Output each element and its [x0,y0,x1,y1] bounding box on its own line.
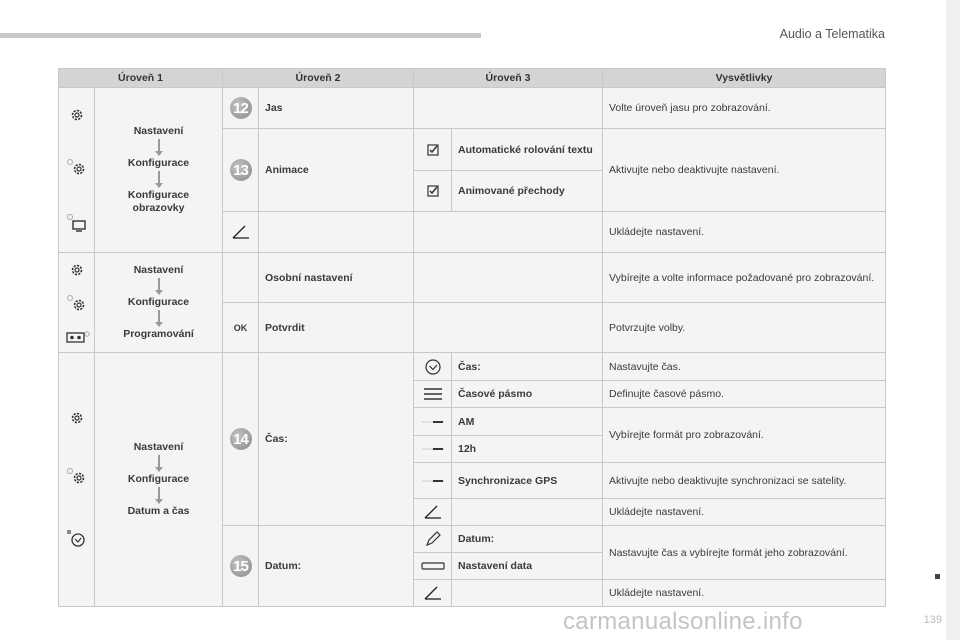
group3-icons [59,353,95,607]
group2-icons [59,253,95,353]
display-config-icon [66,213,88,233]
menu-step: Nastavení [133,264,184,276]
menu-step: Datum a čas [127,505,190,517]
header-level2: Úroveň 2 [223,69,414,88]
level3-label: Animované přechody [452,171,603,212]
level2-label: Čas: [259,353,414,526]
description: Volte úroveň jasu pro zobrazování. [603,88,886,129]
gear-submenu-icon [66,467,88,487]
table-row [59,353,886,381]
gear-icon [69,107,85,123]
description: Aktivujte nebo deaktivujte synchronizaci se satelity. [603,463,886,499]
menu-step: Nastavení [133,441,184,453]
level2-label: Animace [259,129,414,212]
level2-label: Osobní nastavení [259,253,414,303]
ok-icon: OK [233,322,248,333]
description: Vybírejte formát pro zobrazování. [603,408,886,463]
description: Ukládejte nastavení. [603,212,886,253]
menu-step: Nastavení [133,125,184,137]
level2-label: Datum: [259,526,414,607]
menu-step: Programování [123,328,194,340]
description: Definujte časové pásmo. [603,381,886,408]
pencil-icon [424,530,442,548]
level3-label: Datum: [452,526,603,553]
group1-icons [59,88,95,253]
empty-cell [414,88,603,129]
menu-step: Konfigurace [127,157,190,169]
arrow-down-icon [158,139,160,151]
icon-cell [414,526,452,553]
watermark: carmanualsonline.info [563,608,803,635]
level3-label: Čas: [452,353,603,381]
empty-cell [452,499,603,526]
top-decor-bar [0,33,481,38]
menu-step: Konfigurace obrazovky [127,189,190,214]
icon-cell [414,353,452,381]
right-edge-strip [946,0,960,640]
level3-label: Automatické rolování textu [452,129,603,171]
icon-cell [414,408,452,436]
icon-cell [223,303,259,353]
icon-cell [414,463,452,499]
clock-config-icon [66,529,88,549]
gear-icon [69,262,85,278]
clock-icon [424,358,442,376]
badge-cell [223,526,259,607]
level3-label: Synchronizace GPS [452,463,603,499]
description: Nastavujte čas a vybírejte formát jeho zobrazování. [603,526,886,580]
level3-label: Nastavení data [452,553,603,580]
step-badge: 12 [230,97,252,119]
arrow-down-icon [158,455,160,467]
section-title: Audio a Telematika [779,27,885,41]
arrow-down-icon [158,171,160,183]
step-badge: 15 [230,555,252,577]
icon-cell [223,212,259,253]
radio-program-icon [65,330,91,344]
description: Aktivujte nebo deaktivujte nastavení. [603,129,886,212]
arrow-down-icon [158,278,160,290]
table-row [59,88,886,129]
icon-cell [414,553,452,580]
level3-label: 12h [452,436,603,463]
level2-label: Potvrdit [259,303,414,353]
table-row [59,253,886,303]
empty-cell [414,253,603,303]
toggle-switch-icon [421,418,445,426]
description: Nastavujte čas. [603,353,886,381]
group2-menu-path [95,253,223,353]
description: Ukládejte nastavení. [603,580,886,607]
empty-cell [414,303,603,353]
back-arrow-icon [230,224,252,240]
gear-icon [69,410,85,426]
icon-cell [414,381,452,408]
icon-cell [414,129,452,171]
timezone-list-icon [422,386,444,402]
icon-cell [414,171,452,212]
empty-cell [414,212,603,253]
level2-label: Jas [259,88,414,129]
description: Ukládejte nastavení. [603,499,886,526]
group3-menu-path [95,353,223,607]
toggle-switch-icon [421,477,445,485]
back-arrow-icon [422,585,444,601]
gear-submenu-icon [66,158,88,178]
continue-marker [935,574,940,579]
arrow-down-icon [158,310,160,322]
header-description: Vysvětlivky [603,69,886,88]
step-badge: 13 [230,159,252,181]
gear-submenu-icon [66,294,88,314]
checkbox-checked-icon [427,185,439,197]
level3-label: Časové pásmo [452,381,603,408]
empty-cell [452,580,603,607]
badge-cell [223,353,259,526]
back-arrow-icon [422,504,444,520]
page-number: 139 [923,614,942,626]
level3-label: AM [452,408,603,436]
empty-cell [223,253,259,303]
group1-menu-path [95,88,223,253]
step-badge: 14 [230,428,252,450]
toggle-switch-icon [421,445,445,453]
header-level3: Úroveň 3 [414,69,603,88]
date-field-icon [421,561,445,571]
menu-step: Konfigurace [127,296,190,308]
checkbox-checked-icon [427,144,439,156]
description: Vybírejte a volte informace požadované pro zobrazování. [603,253,886,303]
badge-cell [223,88,259,129]
badge-cell [223,129,259,212]
arrow-down-icon [158,487,160,499]
icon-cell [414,580,452,607]
empty-cell [259,212,414,253]
icon-cell [414,499,452,526]
settings-table [58,68,886,607]
header-level1: Úroveň 1 [59,69,223,88]
description: Potvrzujte volby. [603,303,886,353]
icon-cell [414,436,452,463]
menu-step: Konfigurace [127,473,190,485]
table-header-row [59,69,886,88]
